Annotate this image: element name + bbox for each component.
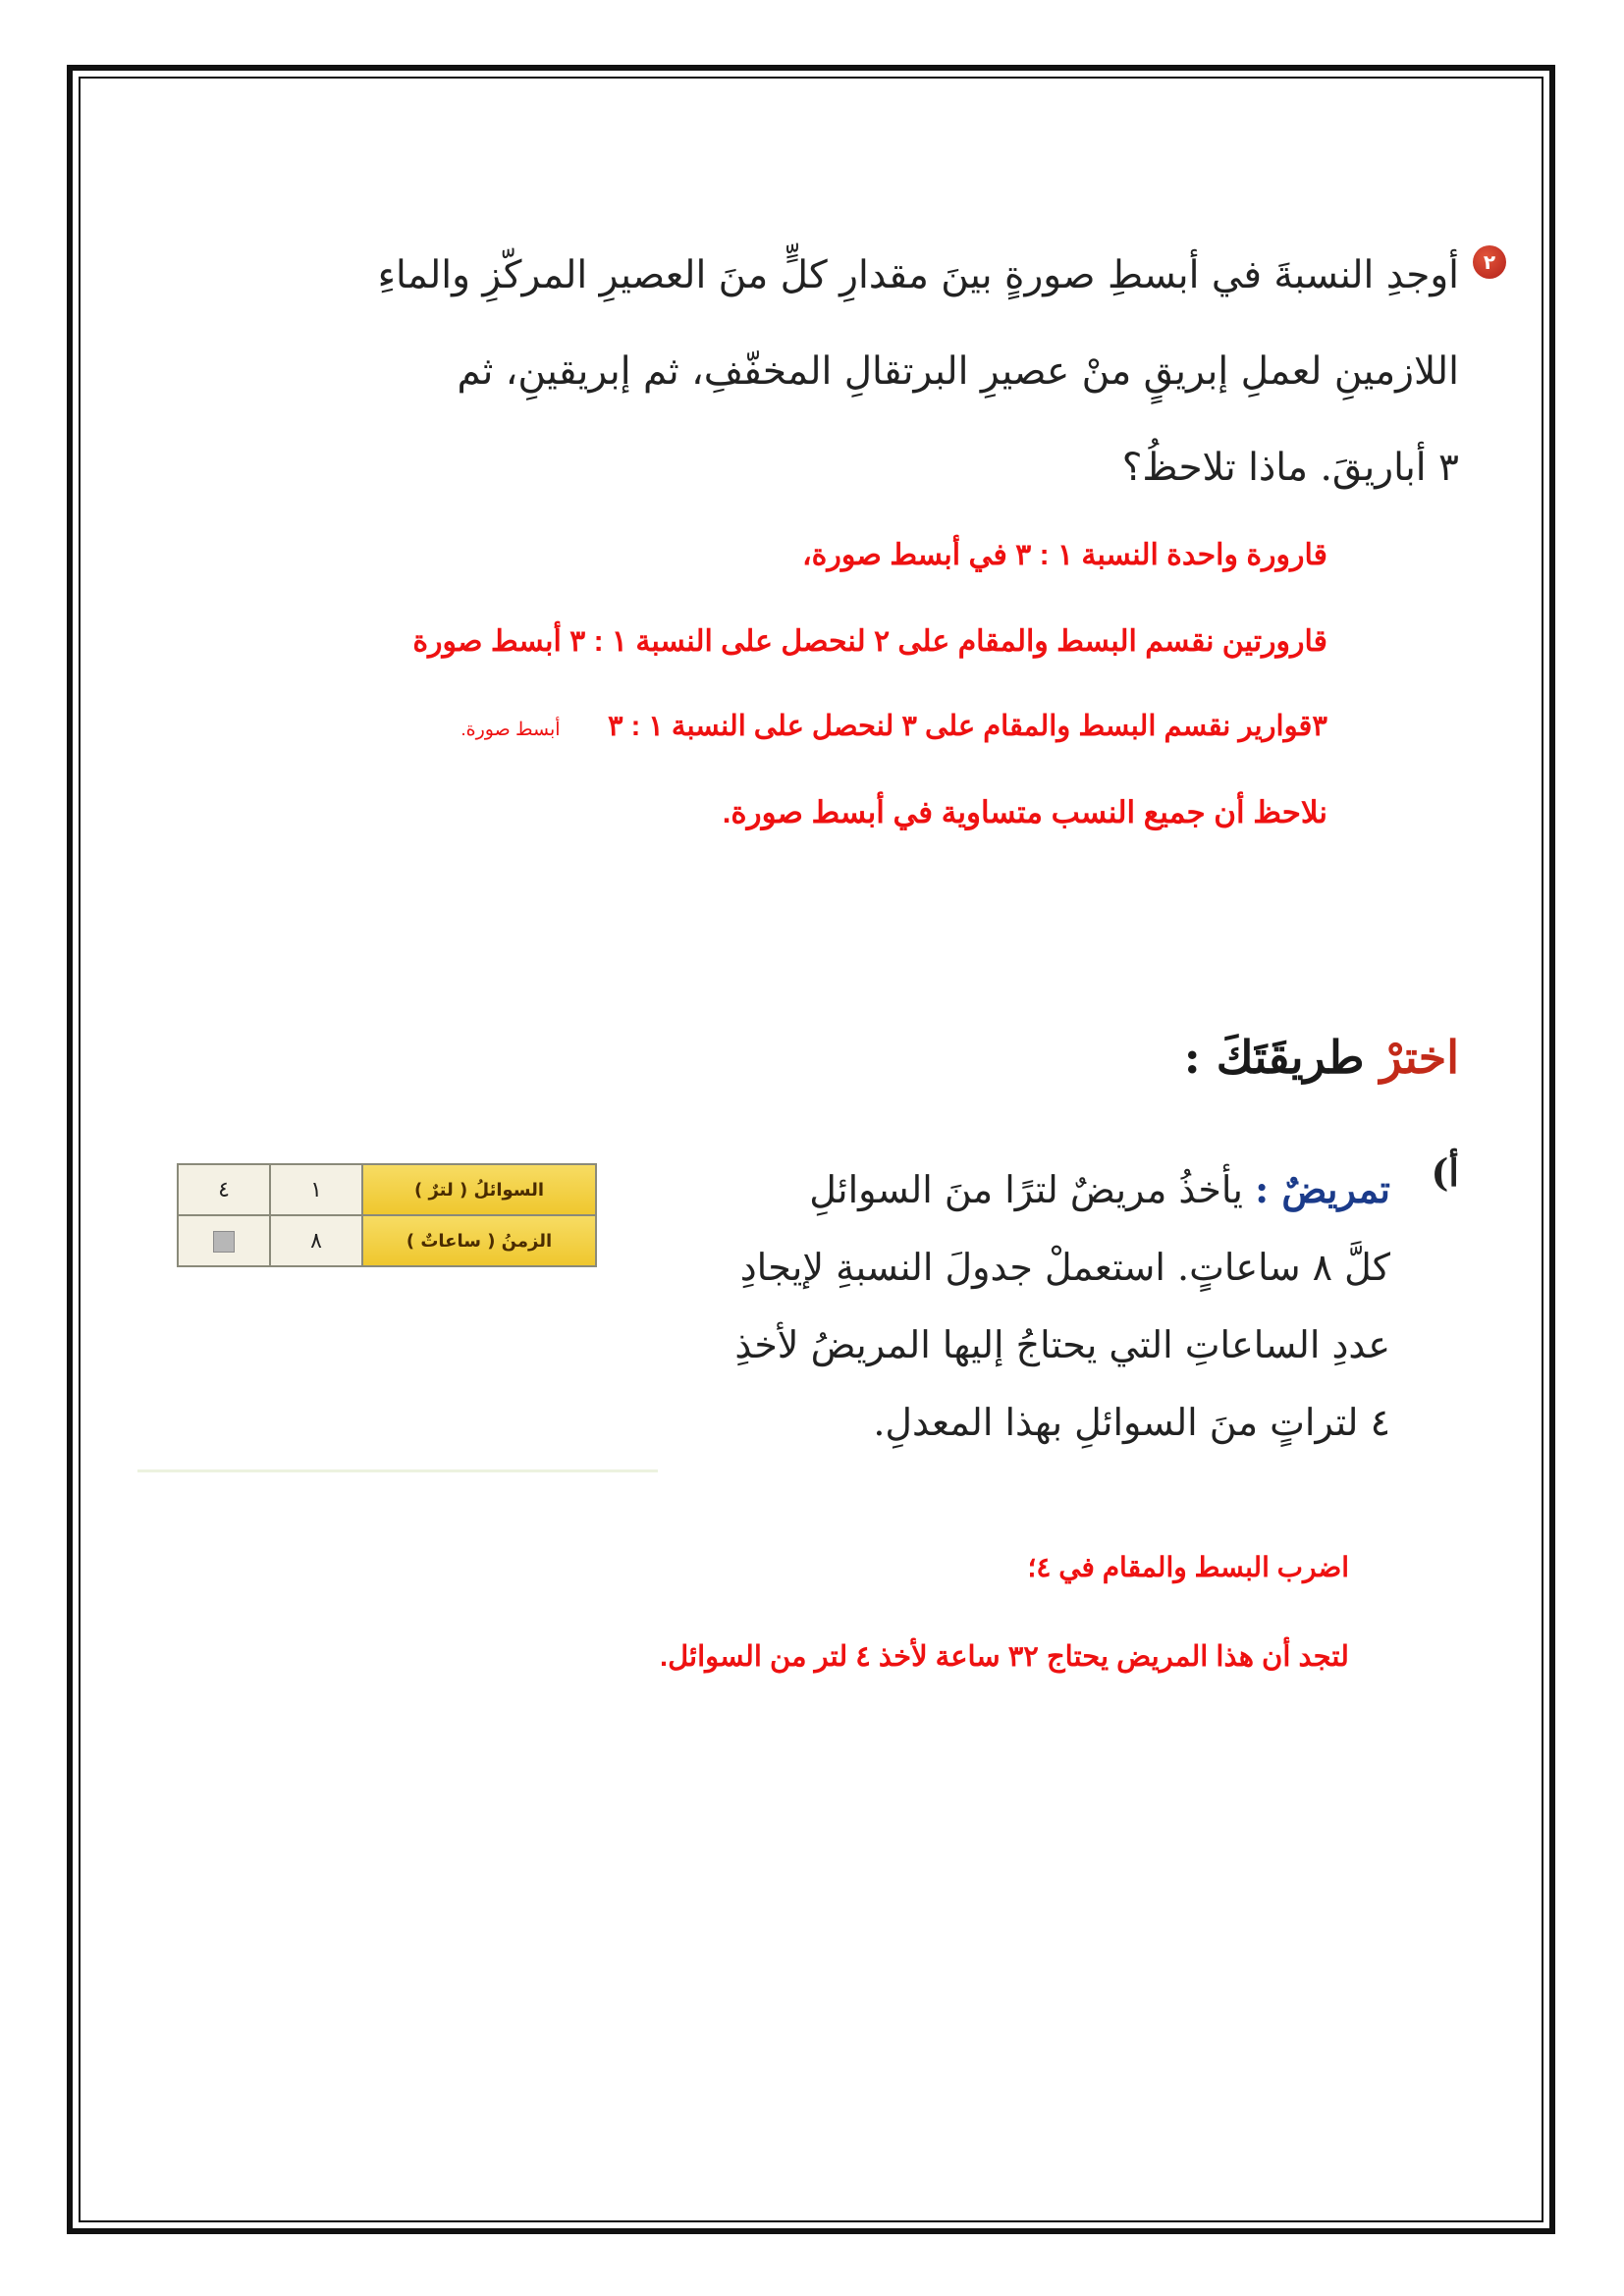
question-line-2: اللازمينِ لعملِ إبريقٍ منْ عصيرِ البرتقالِ المخفّفِ، ثم إبريقينِ، ثم [457, 349, 1459, 394]
exercise-line-1 [556, 1150, 1390, 1229]
section-title-rest: طريقَتَكَ : [1183, 1031, 1380, 1084]
exercise-line-4: ٤ لتراتٍ منَ السوائلِ بهذا المعدلِ. [873, 1401, 1390, 1444]
exercise-block [556, 1150, 1459, 1462]
question-number-badge: ٢ [1473, 245, 1506, 279]
exercise-line-1-rest: يأخذُ مريضٌ لترًا منَ السوائلِ [809, 1168, 1256, 1211]
table-row-liquids [178, 1164, 596, 1215]
section-title-lead: اخترْ [1380, 1031, 1459, 1084]
answer-line-3-main: ٣قوارير نقسم البسط والمقام على ٣ لنحصل على النسبة ١ : ٣ [607, 711, 1327, 742]
exercise-letter: أ) [1431, 1150, 1459, 1195]
question-line-1: أوجدِ النسبةَ في أبسطِ صورةٍ بينَ مقدارِ كلٍّ منَ العصيرِ المركّزِ والماءِ [377, 253, 1459, 297]
exercise-line-2: كلَّ ٨ ساعاتٍ. استعملْ جدولَ النسبةِ لإيجادِ [739, 1246, 1390, 1289]
table-cell: ١ [270, 1164, 362, 1215]
exercise-line-3: عددِ الساعاتِ التي يحتاجُ إليها المريضُ لأخذِ [734, 1323, 1390, 1366]
answer-line-2: قارورتين نقسم البسط والمقام على ٢ لنحصل على النسبة ١ : ٣ أبسط صورة [412, 625, 1327, 658]
answer-conclusion: نلاحظ أن جميع النسب متساوية في أبسط صورة. [722, 795, 1327, 829]
table-header-liquids: السوائلُ ( لترٌ ) [362, 1164, 596, 1215]
solution-line-1: اضرب البسط والمقام في ٤؛ [1027, 1552, 1349, 1582]
exercise-underline [137, 1469, 658, 1472]
exercise-keyword: تمريضٌ : [1255, 1167, 1390, 1211]
section-title [1184, 1031, 1459, 1084]
exercise-text [556, 1150, 1390, 1462]
table-header-time: الزمنُ ( ساعاتٌ ) [362, 1215, 596, 1266]
unknown-placeholder-icon [213, 1231, 235, 1253]
answer-line-3-suffix: أبسط صورة. [460, 720, 561, 740]
answer-line-1: قارورة واحدة النسبة ١ : ٣ في أبسط صورة، [802, 539, 1327, 571]
table-cell: ٨ [270, 1215, 362, 1266]
ratio-table [177, 1163, 597, 1267]
question-block [281, 228, 1496, 516]
question-line-3: ٣ أباريقَ. ماذا تلاحظُ؟ [1121, 446, 1459, 490]
table-cell: ٤ [178, 1164, 270, 1215]
table-row-time [178, 1215, 596, 1266]
table-cell-unknown [178, 1215, 270, 1266]
answer-line-3 [460, 709, 1327, 743]
solution-line-2: لتجد أن هذا المريض يحتاج ٣٢ ساعة لأخذ ٤ لتر من السوائل. [660, 1641, 1349, 1673]
